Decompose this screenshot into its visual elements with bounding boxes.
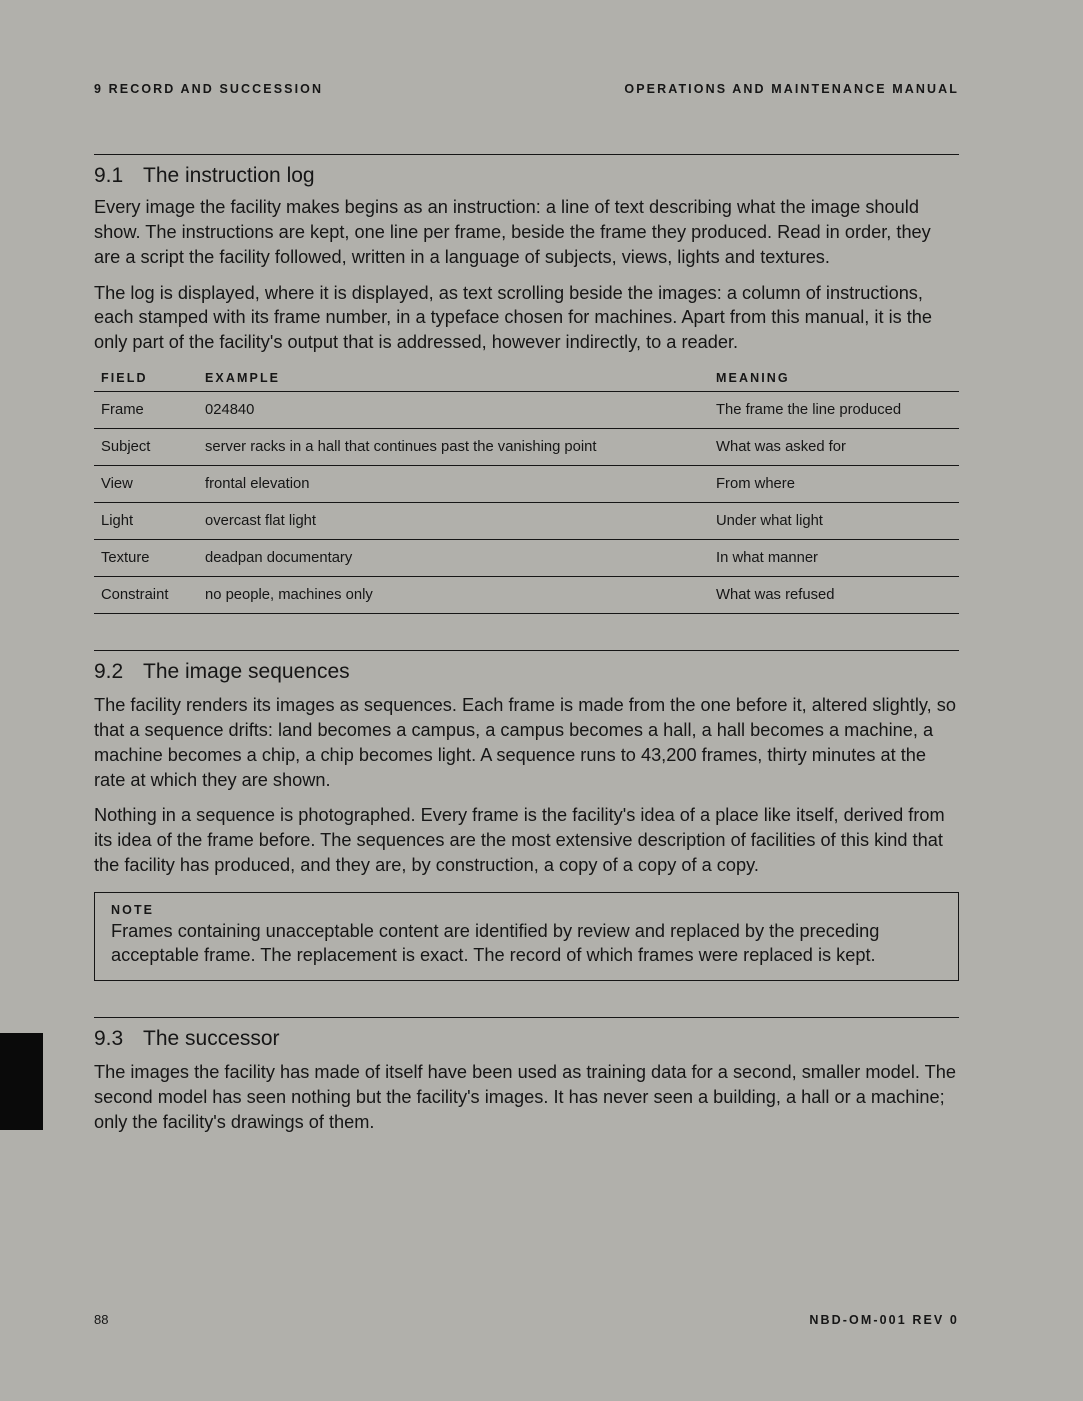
paragraph: Nothing in a sequence is photographed. Every frame is the facility's idea of a place like itself, derived from its idea of the frame before. The sequences are the most extensive description of facilities of this kind that the facility has produced, and they are, by construction, a copy of a copy of a copy.	[94, 805, 945, 875]
section-heading	[94, 155, 959, 188]
cell-meaning: What was refused	[709, 576, 959, 613]
cell-example: deadpan documentary	[198, 539, 709, 576]
section-title: The successor	[143, 1026, 280, 1050]
page-content	[94, 154, 959, 1135]
cell-field: Frame	[94, 391, 198, 428]
cell-meaning: From where	[709, 465, 959, 502]
table-row	[94, 576, 959, 613]
table-row	[94, 465, 959, 502]
note-label: NOTE	[111, 902, 155, 917]
page-number: 88	[94, 1312, 109, 1327]
manual-title: OPERATIONS AND MAINTENANCE MANUAL	[624, 82, 959, 96]
table-row	[94, 502, 959, 539]
table-row	[94, 391, 959, 428]
section-title: The image sequences	[143, 659, 350, 683]
section-heading	[94, 651, 959, 684]
table-row	[94, 539, 959, 576]
cell-meaning: Under what light	[709, 502, 959, 539]
cell-meaning: The frame the line produced	[709, 391, 959, 428]
section-heading	[94, 1018, 959, 1051]
running-footer	[94, 1312, 959, 1327]
section-number: 9.2	[94, 659, 124, 683]
table-row	[94, 428, 959, 465]
cell-meaning: In what manner	[709, 539, 959, 576]
running-header	[94, 82, 959, 96]
paragraph: The facility renders its images as sequences. Each frame is made from the one before it, altered slightly, so that a sequence drifts: land becomes a campus, a campus becomes a hall, a hall becomes a machine, a machine becomes a chip, a chip becomes light. A sequence runs to 43,200 frames, thirty minutes at the rate at which they are shown.	[94, 695, 956, 790]
paragraph: The log is displayed, where it is displayed, as text scrolling beside the images: a column of instructions, each stamped with its frame number, in a typeface chosen for machines. Apart from this manual, it is the only part of the facility's output that is addressed, however indirectly, to a reader.	[94, 282, 933, 353]
section-number: 9.3	[94, 1026, 124, 1050]
document-id: NBD-OM-001 REV 0	[809, 1313, 959, 1327]
paragraph: The images the facility has made of itself have been used as training data for a second, smaller model. The second model has seen nothing but the facility's images. It has never seen a building, a hall or a machine; only the facility's drawings of them.	[94, 1062, 957, 1132]
cell-field: Light	[94, 502, 198, 539]
instruction-fields-table	[94, 369, 959, 614]
note-box	[94, 892, 959, 981]
chapter-thumb-tab	[0, 1033, 43, 1130]
column-header-example: EXAMPLE	[198, 369, 709, 392]
cell-example: no people, machines only	[198, 576, 709, 613]
section-image-sequences	[94, 650, 959, 981]
cell-example: 024840	[198, 391, 709, 428]
cell-example: overcast flat light	[198, 502, 709, 539]
cell-field: Texture	[94, 539, 198, 576]
section-instruction-log	[94, 154, 959, 614]
column-header-meaning: MEANING	[709, 369, 959, 392]
cell-example: server racks in a hall that continues past the vanishing point	[198, 428, 709, 465]
chapter-title: 9 RECORD AND SUCCESSION	[94, 82, 324, 96]
cell-meaning: What was asked for	[709, 428, 959, 465]
section-title: The instruction log	[143, 164, 315, 187]
cell-field: View	[94, 465, 198, 502]
cell-example: frontal elevation	[198, 465, 709, 502]
section-number: 9.1	[94, 164, 124, 187]
paragraph: Every image the facility makes begins as an instruction: a line of text describing what the image should show. The instructions are kept, one line per frame, beside the frame they produced. Read in order, they are a script the facility followed, written in a language of subjects, views, lights and textures.	[94, 197, 931, 267]
table-header-row	[94, 369, 959, 392]
note-text: Frames containing unacceptable content are identified by review and replaced by the preceding acceptable frame. The replacement is exact. The record of which frames were replaced is kept.	[111, 920, 880, 966]
cell-field: Constraint	[94, 576, 198, 613]
column-header-field: FIELD	[94, 369, 198, 392]
section-successor	[94, 1017, 959, 1135]
cell-field: Subject	[94, 428, 198, 465]
